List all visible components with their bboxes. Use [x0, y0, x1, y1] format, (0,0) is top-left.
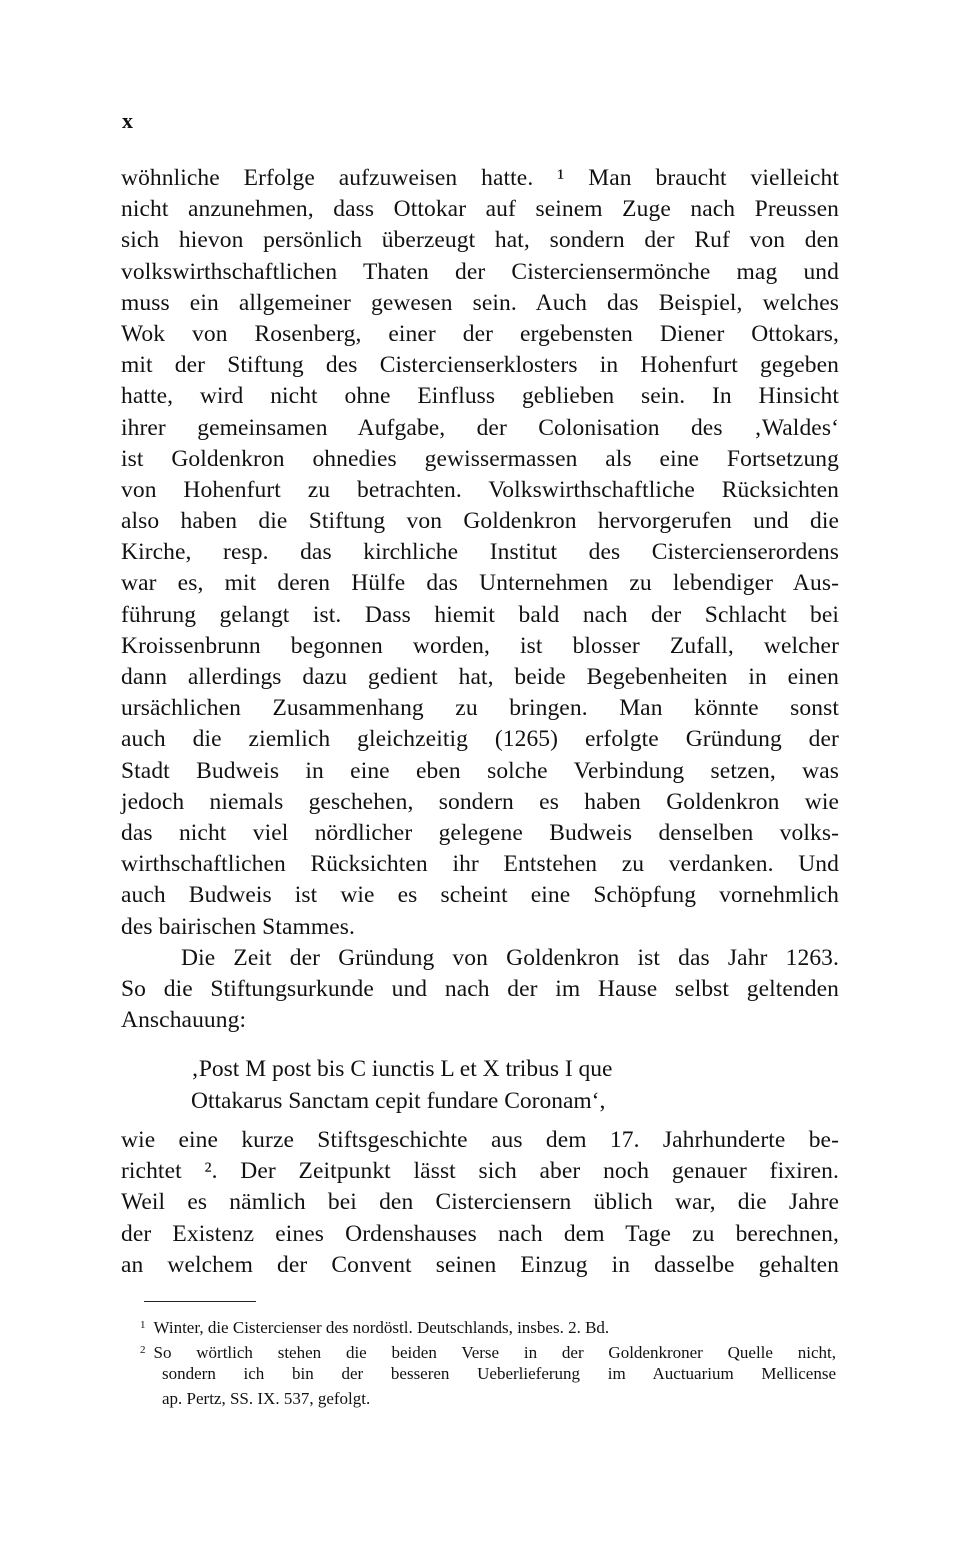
text-line: Kroissenbrunn begonnen worden, ist blosser Zufall, welcher — [121, 632, 839, 659]
footnotes — [140, 1313, 836, 1411]
text-line: ist Goldenkron ohnedies gewissermassen als eine Fortsetzung — [121, 445, 839, 472]
text-line: dann allerdings dazu gedient hat, beide Begebenheiten in einen — [121, 664, 839, 690]
text-line: auch Budweis ist wie es scheint eine Schöpfung vornehmlich — [121, 882, 839, 909]
text-line: führung gelangt ist. Dass hiemit bald nach der Schlacht bei — [121, 601, 839, 628]
footnote-text: So wörtlich stehen die beiden Verse in der Goldenkroner Quelle nicht, — [153, 1342, 836, 1362]
text-line: das nicht viel nördlicher gelegene Budweis denselben volks- — [121, 819, 839, 846]
continued-text-block — [121, 1125, 839, 1281]
verse-line: Ottakarus Sanctam cepit fundare Coronam‘, — [191, 1088, 606, 1114]
main-text-block — [121, 163, 839, 1036]
text-line: wöhnliche Erfolge aufzuweisen hatte. ¹ Man braucht vielleicht — [121, 165, 839, 191]
text-line: wie eine kurze Stiftsgeschichte aus dem 17. Jahrhunderte be- — [121, 1127, 839, 1153]
text-line: Weil es nämlich bei den Cisterciensern üblich war, die Jahre — [121, 1189, 839, 1216]
footnote-2-continuation: ap. Pertz, SS. IX. 537, gefolgt. — [162, 1388, 371, 1408]
text-line: von Hohenfurt zu betrachten. Volkswirthschaftliche Rücksichten — [121, 476, 839, 503]
text-line: Kirche, resp. das kirchliche Institut des Cistercienserordens — [121, 539, 839, 566]
footnote-1 — [140, 1313, 836, 1338]
text-line: ihrer gemeinsamen Aufgabe, der Colonisation des ‚Waldes‘ — [121, 414, 839, 441]
text-line: muss ein allgemeiner gewesen sein. Auch das Beispiel, welches — [121, 289, 839, 316]
text-line: der Existenz eines Ordenshauses nach dem Tage zu berechnen, — [121, 1220, 839, 1247]
footnote-2 — [140, 1338, 836, 1363]
text-line: an welchem der Convent seinen Einzug in dasselbe gehalten — [121, 1251, 839, 1278]
text-line: ursächlichen Zusammenhang zu bringen. Man könnte sonst — [121, 695, 839, 722]
text-line: nicht anzunehmen, dass Ottokar auf seinem Zuge nach Preussen — [121, 196, 839, 223]
text-line: jedoch niemals geschehen, sondern es haben Goldenkron wie — [121, 788, 839, 815]
verse-quotation — [191, 1053, 612, 1117]
text-line: volkswirthschaftlichen Thaten der Cisterciensermönche mag und — [121, 258, 839, 285]
text-line: mit der Stiftung des Cistercienserklosters in Hohenfurt gegeben — [121, 352, 839, 379]
text-line: wirthschaftlichen Rücksichten ihr Entstehen zu verdanken. Und — [121, 851, 839, 878]
text-line: Stadt Budweis in eine eben solche Verbindung setzen, was — [121, 757, 839, 784]
text-line: sich hievon persönlich überzeugt hat, sondern der Ruf von den — [121, 227, 839, 254]
text-line: war es, mit deren Hülfe das Unternehmen zu lebendiger Aus- — [121, 570, 839, 597]
text-line: richtet ². Der Zeitpunkt lässt sich aber noch genauer fixiren. — [121, 1158, 839, 1185]
footnote-2-continuation: sondern ich bin der besseren Ueberlieferung im Auctuarium Mellicense — [162, 1364, 836, 1383]
footnote-marker: 2 — [140, 1343, 146, 1356]
footnote-divider — [144, 1301, 256, 1302]
text-line: hatte, wird nicht ohne Einfluss geblieben sein. In Hinsicht — [121, 383, 839, 410]
verse-line: ‚Post M post bis C iunctis L et X tribus I que — [191, 1056, 613, 1082]
paragraph-end-line: Anschauung: — [121, 1007, 247, 1034]
page-number: x — [122, 108, 133, 133]
footnote-text: Winter, die Cistercienser des nordöstl. Deutschlands, insbes. 2. Bd. — [153, 1318, 610, 1337]
text-line: auch die ziemlich gleichzeitig (1265) erfolgte Gründung der — [121, 726, 839, 753]
text-line: So die Stiftungsurkunde und nach der im Hause selbst geltenden — [121, 975, 839, 1002]
paragraph-end-line: des bairischen Stammes. — [121, 913, 355, 940]
text-line: also haben die Stiftung von Goldenkron hervorgerufen und die — [121, 508, 839, 535]
text-line: Wok von Rosenberg, einer der ergebensten Diener Ottokars, — [121, 320, 839, 347]
footnote-marker: 1 — [140, 1319, 146, 1331]
paragraph-start-line: Die Zeit der Gründung von Goldenkron ist das Jahr 1263. — [181, 944, 839, 971]
